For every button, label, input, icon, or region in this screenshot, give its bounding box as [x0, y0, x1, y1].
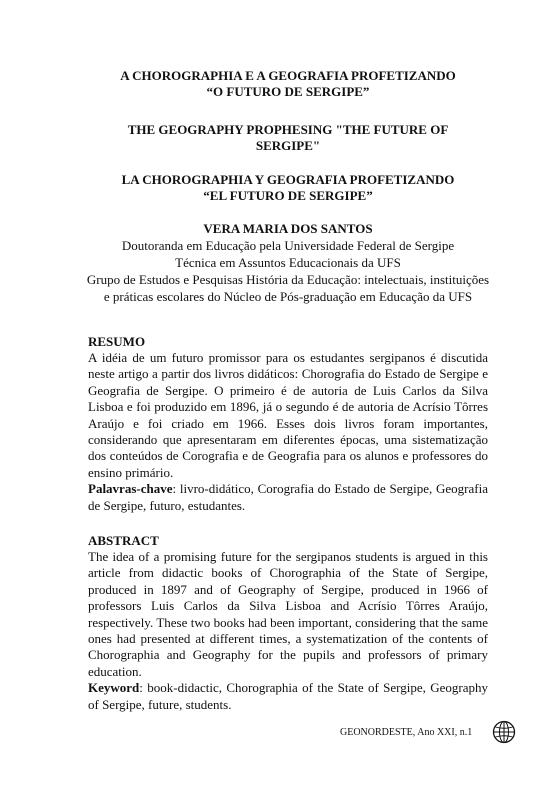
- title-portuguese: [88, 68, 488, 100]
- resumo-keywords-label: Palavras-chave: [88, 481, 173, 497]
- abstract-text: The idea of a promising future for the sergipanos students is argued in this article from didactic books of Chorographia of the State of Sergipe, produced in 1897 and of Geography of Sergipe, produced in 1966 of professors Luis Carlos da Silva Lisboa and Acrísio Tôrres Araújo, respectively. These two books had been important, considering that the same ones had presented at different times, a systematization of the contents of Chorographia and Geography for the pupils and professors of primary education.: [88, 549, 488, 679]
- abstract-keywords: : book-didactic, Chorographia of the State of Sergipe, Geography of Sergipe, future, students.: [88, 680, 488, 712]
- resumo-text: A idéia de um futuro promissor para os estudantes sergipanos é discutida neste artigo a partir dos livros didáticos: Chorografia do Estado de Sergipe e Geografia de Sergipe. O primeiro é de autoria de Luis Carlos da Silva Lisboa e foi produzido em 1896, já o segundo é de autoria de Acrísio Tôrres Araújo e foi criado em 1966. Esses dois livros foram importantes, considerando que apresentaram em diferentes épocas, uma sistematização dos conteúdos de Corografia e de Geografia para os alunos e professores do ensino primário.: [88, 350, 488, 480]
- resumo-heading: RESUMO: [88, 334, 146, 349]
- title-english: [88, 122, 488, 154]
- resumo-keywords: : livro-didático, Corografia do Estado de Sergipe, Geografia de Sergipe, futuro, estudantes.: [88, 481, 488, 513]
- title-spanish: [88, 172, 488, 204]
- abstract-heading: ABSTRACT: [88, 533, 159, 548]
- footer-journal: GEONORDESTE, Ano XXI, n.1: [340, 727, 473, 738]
- abstract-keywords-label: Keyword: [88, 680, 140, 696]
- author-affiliation-research-group: Grupo de Estudos e Pesquisas História da Educação: intelectuais, instituições e práticas escolares do Núcleo de Pós-graduação em Educação da UFS: [86, 272, 490, 304]
- title-portuguese-line-1: A CHOROGRAPHIA E A GEOGRAFIA PROFETIZANDO: [120, 68, 456, 83]
- globe-icon: [492, 720, 516, 744]
- title-english-line-2: SERGIPE": [255, 138, 321, 153]
- author-name: VERA MARIA DOS SANTOS: [203, 221, 373, 236]
- author-affiliation-doctorate: Doutoranda em Educação pela Universidade Federal de Sergipe: [121, 238, 455, 253]
- title-spanish-line-2: “EL FUTURO DE SERGIPE”: [203, 188, 373, 203]
- title-english-line-1: THE GEOGRAPHY PROPHESING "THE FUTURE OF: [127, 122, 449, 137]
- resumo-section: [88, 350, 488, 514]
- abstract-section: [88, 549, 488, 713]
- title-spanish-line-1: LA CHOROGRAPHIA Y GEOGRAFIA PROFETIZANDO: [121, 172, 455, 187]
- author-affiliation-role: Técnica em Assuntos Educacionais da UFS: [175, 255, 401, 270]
- title-portuguese-line-2: “O FUTURO DE SERGIPE”: [206, 84, 370, 99]
